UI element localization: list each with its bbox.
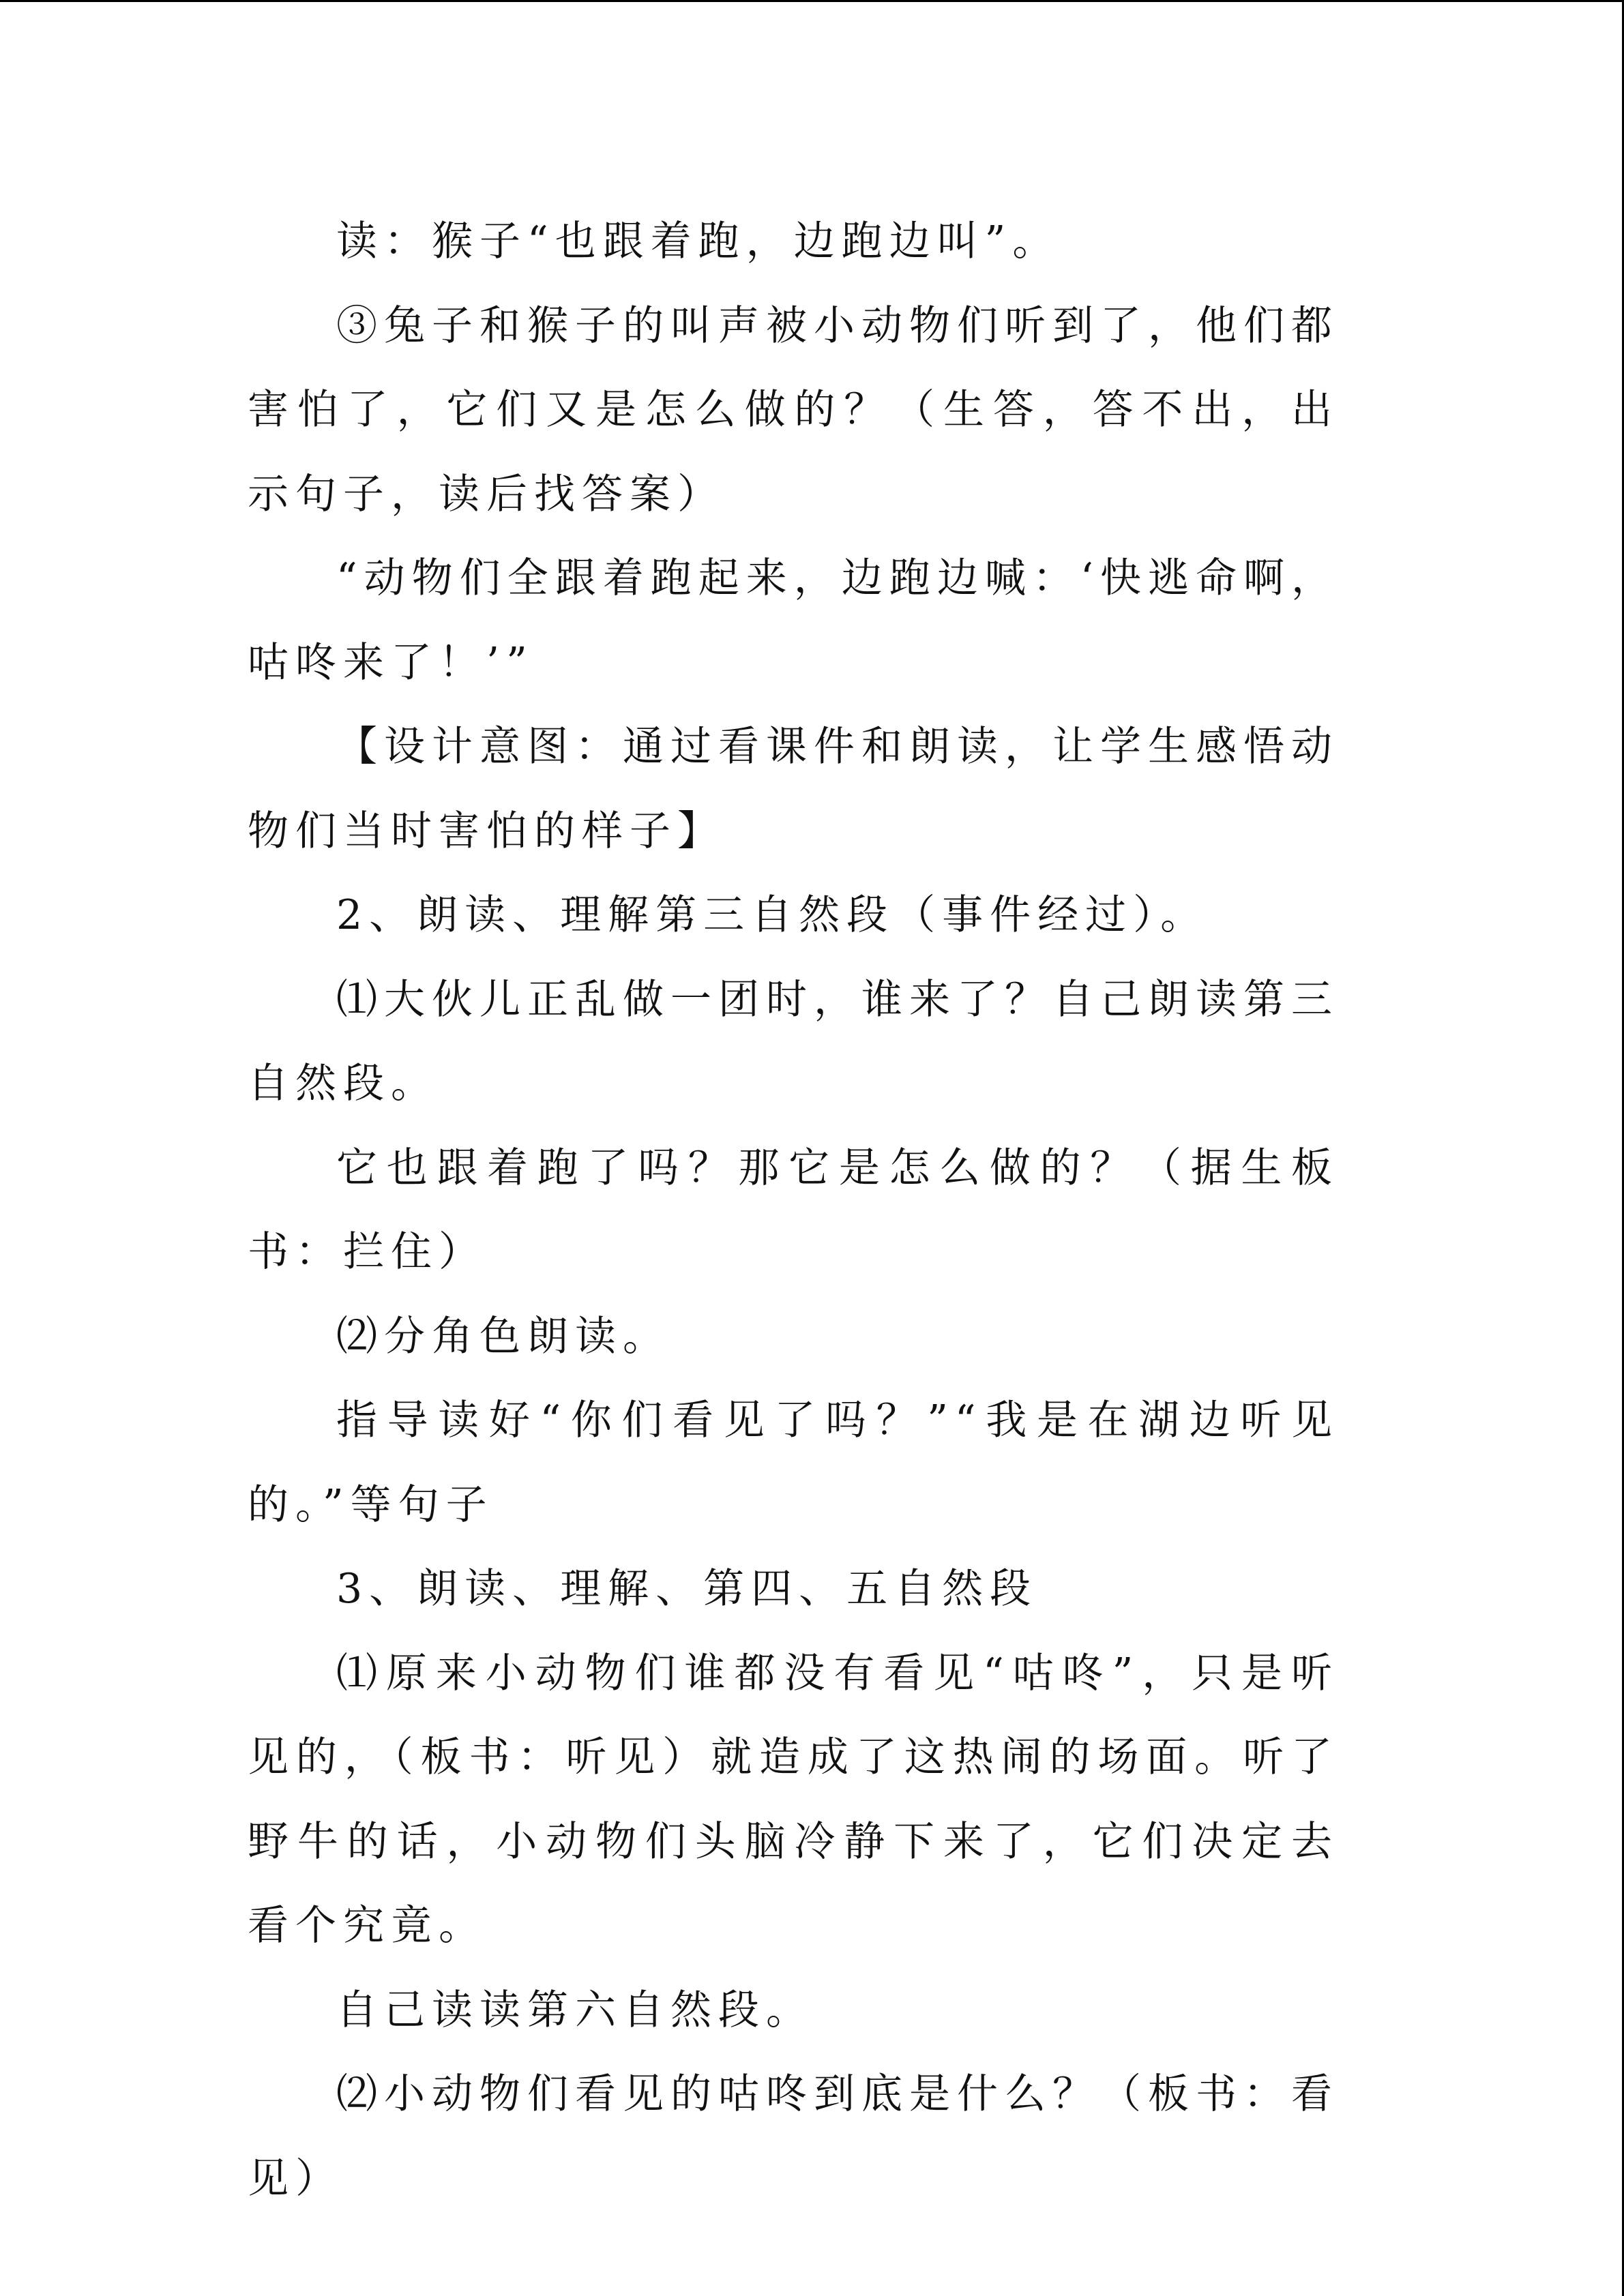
- paragraph: ⑴大伙儿正乱做一团时，谁来了？自己朗读第三自然段。: [248, 975, 1339, 1107]
- paragraph: 自己读读第六自然段。: [336, 1986, 814, 2034]
- paragraph: 指导读好“你们看见了吗？”“我是在湖边听见的。”等句子: [248, 1397, 1339, 1529]
- paragraph: ⑴原来小动物们谁都没有看见“咕咚”，只是听见的，（板书：听见）就造成了这热闹的场面。听了野牛的话，小动物们头脑冷静下来了，它们决定去看个究竟。: [248, 1649, 1339, 1950]
- paragraph: 【设计意图：通过看课件和朗读，让学生感悟动物们当时害怕的样子】: [248, 723, 1339, 855]
- paragraph: 读：猴子“也跟着跑，边跑边叫”。: [336, 218, 1061, 265]
- paragraph: “动物们全跟着跑起来，边跑边喊：‘快逃命啊，咕咚来了！’”: [248, 554, 1339, 687]
- paragraph: ③兔子和猴子的叫声被小动物们听到了，他们都害怕了，它们又是怎么做的？（生答，答不出，出示句子，读后找答案）: [248, 301, 1339, 518]
- paragraph: 2、朗读、理解第三自然段（事件经过）。: [336, 891, 1209, 939]
- paragraph: 3、朗读、理解、第四、五自然段: [336, 1565, 1038, 1613]
- paragraph: 它也跟着跑了吗？那它是怎么做的？（据生板书：拦住）: [248, 1144, 1339, 1276]
- paragraph: ⑵小动物们看见的咕咚到底是什么？（板书：看见）: [248, 2070, 1339, 2203]
- paragraph: ⑵分角色朗读。: [336, 1312, 670, 1360]
- document-body: [248, 200, 1339, 2221]
